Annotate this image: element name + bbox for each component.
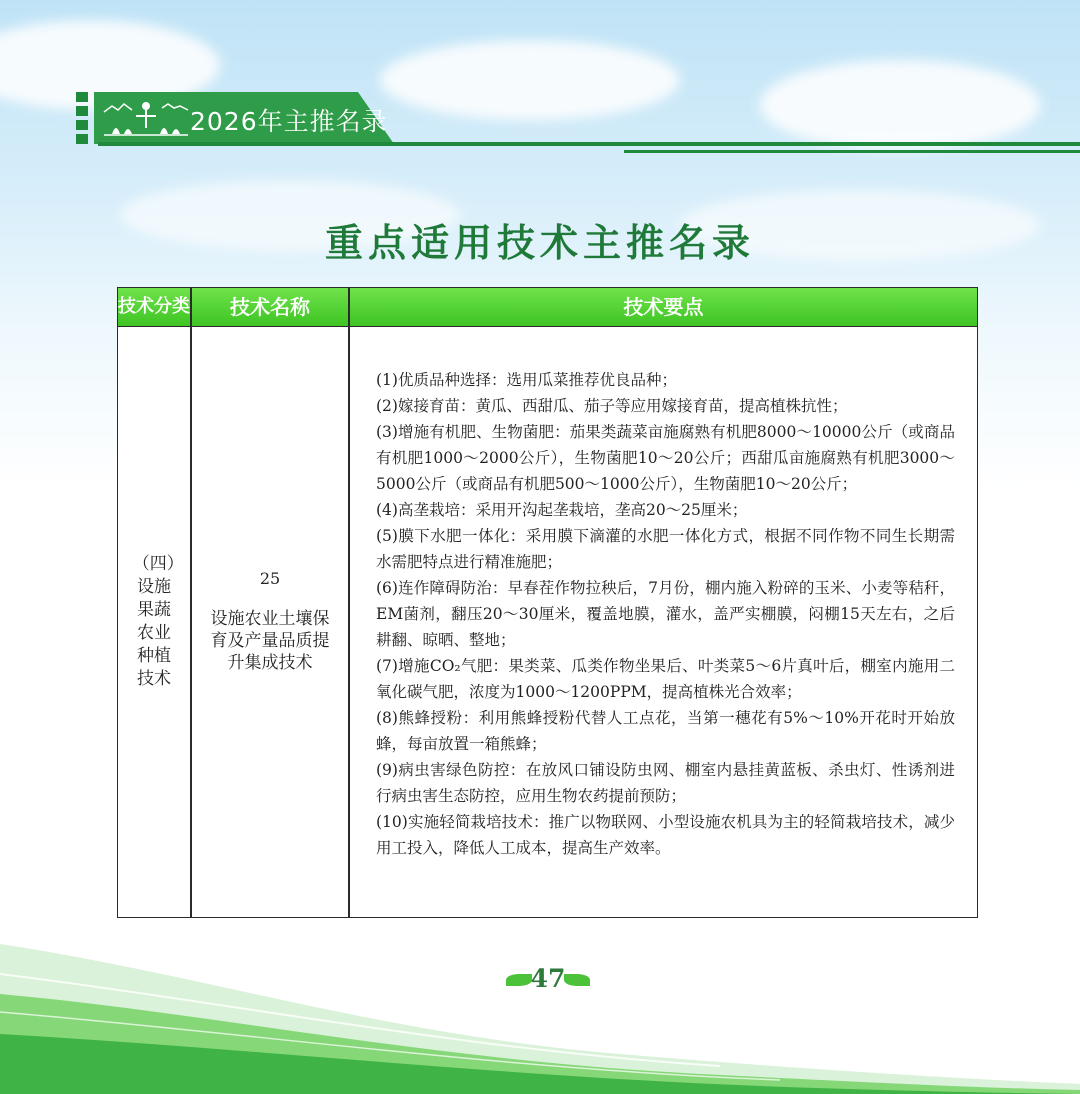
header-rule-secondary <box>624 150 1080 153</box>
name-cell <box>192 326 348 917</box>
points-cell <box>350 326 977 917</box>
column-header-points: 技术要点 <box>623 295 704 319</box>
banner-stripe <box>76 92 88 144</box>
point-item: (6)连作障碍防治：早春茬作物拉秧后，7月份，棚内施入粉碎的玉米、小麦等秸秆，EM菌剂，翻压20～30厘米，覆盖地膜，灌水，盖严实棚膜，闷棚15天左右，之后耕翻、晾晒、整地； <box>376 579 955 649</box>
point-item: (4)高垄栽培：采用开沟起垄栽培，垄高20～25厘米； <box>376 501 748 519</box>
page-number: 47 <box>530 964 566 993</box>
tech-name: 设施农业土壤保育及产量品质提升集成技术 <box>210 609 330 673</box>
point-item: (7)增施CO₂气肥：果类菜、瓜类作物坐果后、叶类菜5～6片真叶后，棚室内施用二氧化碳气肥，浓度为1000～1200PPM，提高植株光合效率； <box>376 657 955 701</box>
point-item: (5)膜下水肥一体化：采用膜下滴灌的水肥一体化方式，根据不同作物不同生长期需水需肥特点进行精准施肥； <box>376 527 955 571</box>
page-title: 重点适用技术主推名录 <box>324 221 755 265</box>
tech-number: 25 <box>259 569 281 588</box>
point-item: (3)增施有机肥、生物菌肥：茄果类蔬菜亩施腐熟有机肥8000～10000公斤（或商品有机肥1000～2000公斤），生物菌肥10～20公斤；西甜瓜亩施腐熟有机肥3000～5000公斤（或商品有机肥500～1000公斤），生物菌肥10～20公斤； <box>376 423 955 493</box>
point-item: (8)熊蜂授粉：利用熊蜂授粉代替人工点花，当第一穗花有5%～10%开花时开始放蜂，每亩放置一箱熊蜂； <box>376 709 955 753</box>
point-item: (2)嫁接育苗：黄瓜、西甜瓜、茄子等应用嫁接育苗，提高植株抗性； <box>376 397 848 415</box>
column-header-category: 技术分类 <box>118 296 190 317</box>
technology-table <box>117 287 978 918</box>
cloud-decoration <box>760 60 1040 150</box>
wave-decoration <box>0 884 1080 1094</box>
header-rule <box>98 142 1080 146</box>
category-cell <box>118 326 190 917</box>
point-item: (1)优质品种选择：选用瓜菜推荐优良品种； <box>376 371 677 389</box>
table-header <box>118 288 977 327</box>
section-banner <box>76 92 426 144</box>
farm-scene-icon <box>102 98 190 138</box>
category-text: （四）设施果蔬农业种植技术 <box>132 553 176 689</box>
column-header-name: 技术名称 <box>230 295 310 319</box>
point-item: (9)病虫害绿色防控：在放风口铺设防虫网、棚室内悬挂黄蓝板、杀虫灯、性诱剂进行病虫害生态防控，应用生物农药提前预防； <box>376 761 955 805</box>
section-title: 2026年主推名录 <box>190 107 388 136</box>
point-item: (10)实施轻简栽培技术：推广以物联网、小型设施农机具为主的轻简栽培技术，减少用工投入，降低人工成本，提高生产效率。 <box>376 813 955 857</box>
